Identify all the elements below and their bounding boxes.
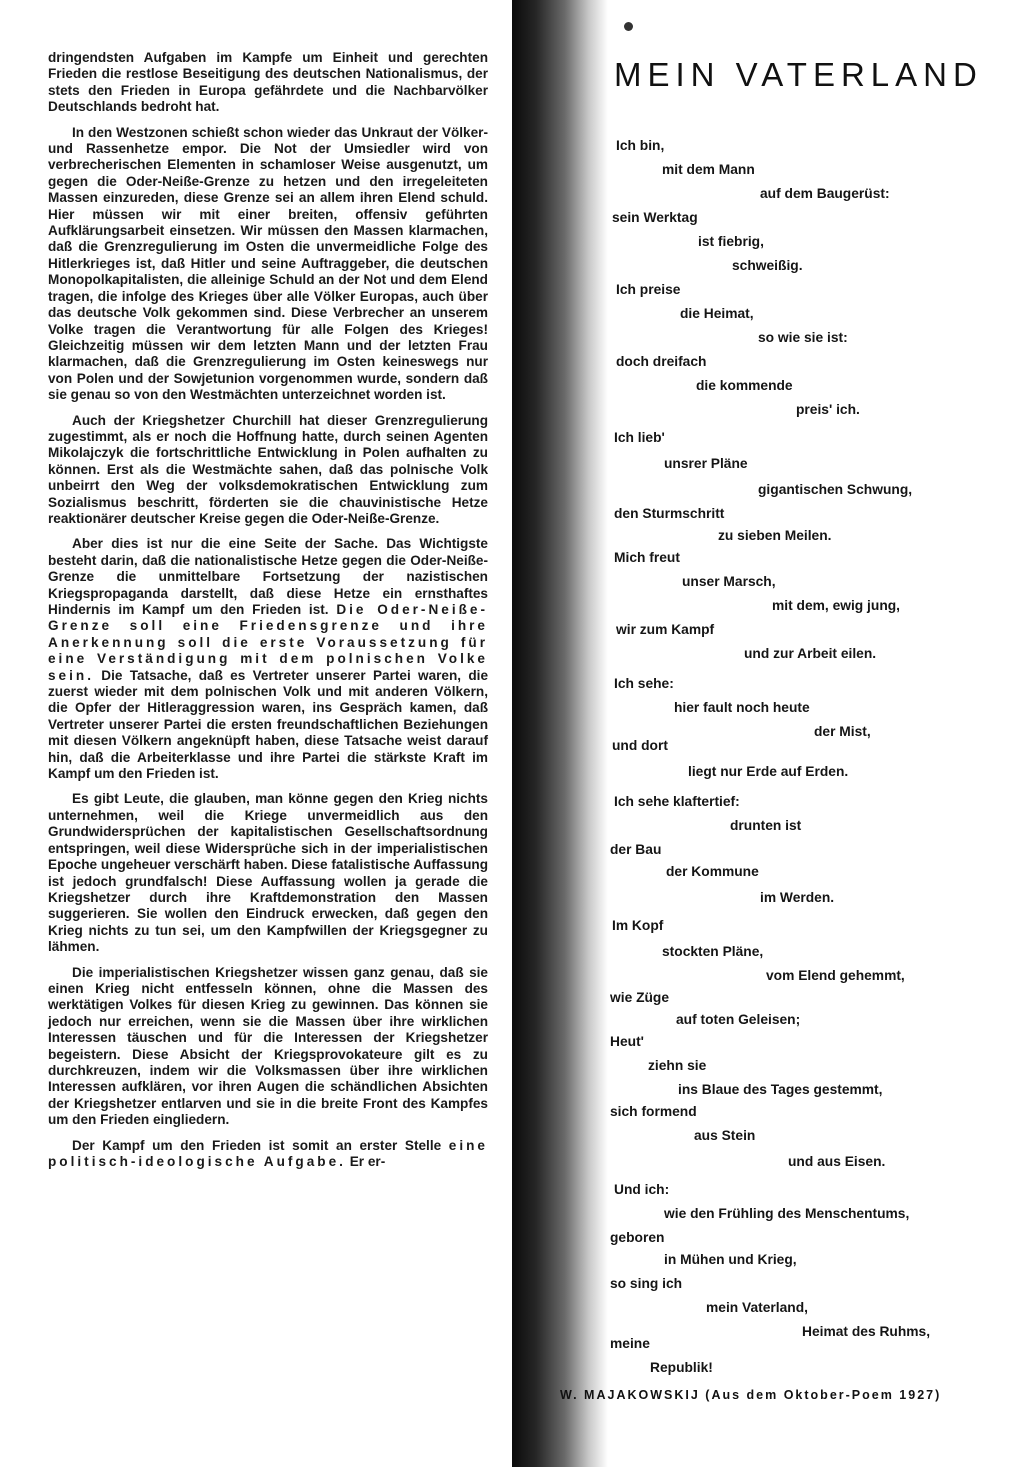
poem-line: die kommende	[696, 378, 793, 393]
poem-line: zu sieben Meilen.	[718, 528, 832, 543]
poem-line: Ich lieb'	[614, 430, 665, 445]
poem-line: ins Blaue des Tages gestemmt,	[678, 1082, 883, 1097]
paragraph	[48, 536, 488, 782]
poem-line: den Sturmschritt	[614, 506, 725, 521]
poem-line: auf dem Baugerüst:	[760, 186, 890, 201]
poem-line: drunten ist	[730, 818, 802, 833]
poem-line: wir zum Kampf	[616, 622, 715, 637]
poem-line: der Mist,	[814, 724, 871, 739]
poem-line: wie Züge	[610, 990, 670, 1005]
poem-line: ist fiebrig,	[698, 234, 764, 249]
poem-line: sich formend	[610, 1104, 697, 1119]
poem-line: mit dem Mann	[662, 162, 755, 177]
poem-line: wie den Frühling des Menschentums,	[664, 1206, 910, 1221]
poem-line: Ich sehe:	[614, 676, 674, 691]
shaded-gutter	[512, 0, 608, 1467]
poem-title: MEIN VATERLAND	[614, 56, 983, 93]
poem-line: im Werden.	[760, 890, 835, 905]
poem-line: sein Werktag	[612, 210, 698, 225]
paragraph: dringendsten Aufgaben im Kampfe um Einheit und gerechten Frieden die restlose Beseitigung des deutschen Nationalismus, der stets den Frieden in Europa gefährdete und die Nachbarvölker Deutschlands bedroht hat.	[48, 50, 488, 115]
poem-line: hier fault noch heute	[674, 700, 810, 715]
poem-line: und zur Arbeit eilen.	[744, 646, 877, 661]
paragraph: Die imperialistischen Kriegshetzer wissen ganz genau, daß sie einen Krieg nicht entfesseln können, ohne die Massen des werktätigen Volkes für diesen Krieg zu gewinnen. Das können sie jedoch nur erreichen, wenn sie die Massen über ihre wirklichen Interessen täuschen und für die Interessen der Kriegshetzer begeistern. Diese Absicht der Kriegsprovokateure gilt es zu durchkreuzen, indem wir die Volksmassen über ihre wirklichen Interessen aufklären, vor ihren Augen die schändlichen Absichten der Kriegshetzer entlarven und sie in die breite Front des Kampfes um den Frieden eingliedern.	[48, 964, 488, 1128]
paragraph-text: Die Tatsache, daß es Vertreter unserer Partei waren, die zuerst wieder mit dem polnischen Volk und mit anderen Völkern, die Opfer der Hitleraggression waren, ins Gespräch kamen, daß Vertreter unserer Partei die ersten freundschaftlichen Beziehungen mit diesen Völkern angeknüpft haben, diese Tatsache weist darauf hin, daß die Arbeiterklasse und ihre Partei die stärkste Kraft im Kampf um den Frieden ist.	[48, 667, 488, 782]
poem-line: so sing ich	[610, 1276, 683, 1291]
poem-line: der Kommune	[666, 864, 759, 879]
poem-line: und dort	[612, 738, 668, 753]
poem-line: auf toten Geleisen;	[676, 1012, 801, 1027]
poem-line: aus Stein	[694, 1128, 756, 1143]
poem-line: unser Marsch,	[682, 574, 776, 589]
poem-line: Ich bin,	[616, 138, 665, 153]
paragraph: Auch der Kriegshetzer Churchill hat dieser Grenzregulierung zugestimmt, als er noch die Hoffnung hatte, durch seinen Agenten Mikolajczyk die fortschrittliche Entwicklung in Polen aufhalten zu können. Erst als die Westmächte sahen, daß das polnische Volk unbeirrt den Weg der volksdemokratischen Entwicklung zum Sozialismus beschritt, förderten sie die chauvinistische Hetze reaktionärer deutscher Kreise gegen die Oder-Neiße-Grenze.	[48, 412, 488, 526]
paragraph: Es gibt Leute, die glauben, man könne gegen den Krieg nichts unternehmen, weil die Kriege unvermeidlich aus den Grundwidersprüchen der kapitalistischen Gesellschaftsordnung entspringen, weil diese Widersprüche sich in der imperialistischen Epoche ungeheuer verschärft haben. Diese fatalistische Auffassung ist jedoch grundfalsch! Diese Auffassung wollen ja gerade die Kriegshetzer durch ihre Kraftdemonstration den Massen suggerieren. Sie wollen den Eindruck erwecken, daß gegen den Krieg nichts zu tun sei, um den Kampfwillen der Kriegsgegner zu lähmen.	[48, 791, 488, 955]
emphasis-text: eine politisch-ideologische Aufgabe.	[48, 1137, 488, 1169]
paragraph-text: Aber dies ist nur die eine Seite der Sache. Das Wichtigste besteht darin, daß die nationalistische Hetze gegen die Oder-Neiße-Grenze die unmittelbare Fortsetzung der nazistischen Kriegspropaganda darstellt, daß diese Hetze ein ernsthaftes Hindernis im Kampf um den Frieden ist.	[48, 536, 488, 617]
poem-line: der Bau	[610, 842, 662, 857]
poem	[610, 138, 990, 1378]
paragraph-text: Er er-	[349, 1154, 386, 1169]
poem-line: Ich preise	[616, 282, 681, 297]
poem-line: Heut'	[610, 1034, 644, 1049]
poem-line: doch dreifach	[616, 354, 707, 369]
poem-line: ziehn sie	[648, 1058, 707, 1073]
poem-line: unsrer Pläne	[664, 456, 748, 471]
poem-line: Ich sehe klaftertief:	[614, 794, 740, 809]
poem-line: Im Kopf	[612, 918, 664, 933]
poem-line: schweißig.	[732, 258, 803, 273]
poem-line: Heimat des Ruhms,	[802, 1324, 931, 1339]
ornament-dot	[624, 22, 633, 31]
poem-line: meine	[610, 1336, 650, 1351]
paragraph	[48, 1138, 488, 1171]
poem-line: vom Elend gehemmt,	[766, 968, 905, 983]
poem-credit: W. MAJAKOWSKIJ (Aus dem Oktober-Poem 1927)	[560, 1388, 942, 1402]
poem-line: Republik!	[650, 1360, 713, 1375]
prose-column	[48, 50, 488, 1179]
poem-line: stockten Pläne,	[662, 944, 764, 959]
poem-line: Mich freut	[614, 550, 680, 565]
poem-line: Und ich:	[614, 1182, 670, 1197]
poem-line: preis' ich.	[796, 402, 860, 417]
emphasis-text: Die Oder-Neiße-Grenze soll eine Friedensgrenze und ihre Anerkennung soll die erste Voraussetzung für eine Verständigung mit dem polnischen Volke sein.	[48, 602, 489, 683]
poem-line: mein Vaterland,	[706, 1300, 808, 1315]
paragraph-text: Der Kampf um den Frieden ist somit an erster Stelle	[72, 1137, 442, 1153]
paragraph: In den Westzonen schießt schon wieder das Unkraut der Völker- und Rassenhetze empor. Die Not der Umsiedler wird von verbrecherischen Elementen in schamloser Weise ausgenutzt, um gegen die Oder-Neiße-Grenze zu hetzen und den irregeleiteten Massen einzureden, diese Grenze sei an allem ihren Elend schuld. Hier müssen wir mit einer breiten, offensiv geführten Aufklärungsarbeit einsetzen. Wir müssen den Massen klarmachen, daß die Grenzregulierung im Osten die unvermeidliche Folge des Hitlerkrieges ist, daß Hitler und seine Auftraggeber, die deutschen Monopolkapitalisten, die alleinige Schuld an der Not und dem Elend tragen, die infolge des Krieges über alle Völker Europas, auch über das deutsche Volk gekommen sind. Diese Verbrecher an unserem Volke tragen die Verantwortung für alle Folgen des Krieges! Gleichzeitig müssen wir dem letzten Mann und der letzten Frau klarmachen, daß die Grenzregulierung im Osten keineswegs nur von Polen und der Sowjetunion vorgenommen wurde, sondern daß sie genau so von den Westmächten unterzeichnet worden ist.	[48, 124, 488, 403]
poem-line: gigantischen Schwung,	[758, 482, 913, 497]
poem-line: mit dem, ewig jung,	[772, 598, 901, 613]
poem-line: geboren	[610, 1230, 665, 1245]
poem-line: in Mühen und Krieg,	[664, 1252, 797, 1267]
poem-line: so wie sie ist:	[758, 330, 848, 345]
poem-line: die Heimat,	[680, 306, 754, 321]
poem-line: liegt nur Erde auf Erden.	[688, 764, 849, 779]
poem-line: und aus Eisen.	[788, 1154, 886, 1169]
